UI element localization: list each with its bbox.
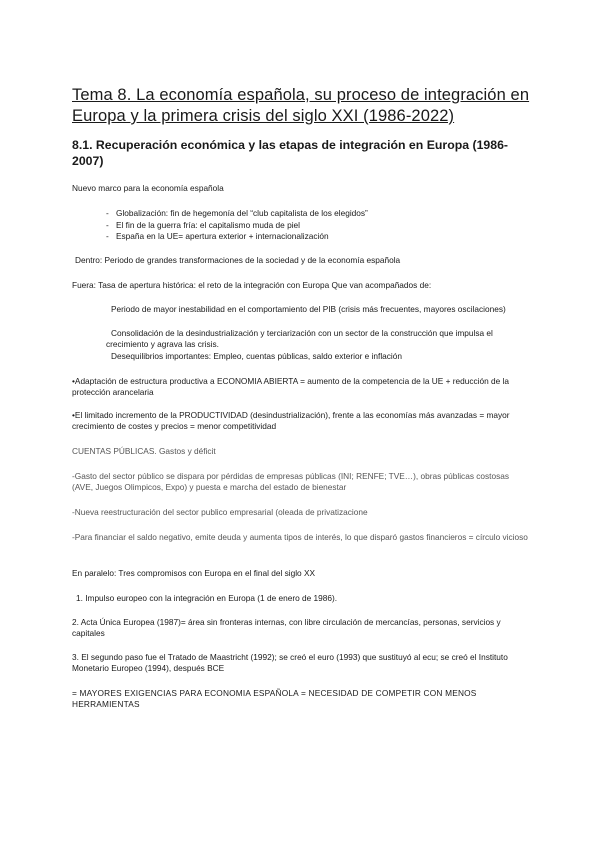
fuera-item: Desequilibrios importantes: Empleo, cuentas públicas, saldo exterior e inflación	[111, 351, 403, 361]
fuera-paragraph: Fuera: Tasa de apertura histórica: el reto de la integración con Europa Que van acompañados de:	[72, 280, 432, 290]
conclusion-paragraph: = MAYORES EXIGENCIAS PARA ECONOMIA ESPAÑOLA = NECESIDAD DE COMPETIR CON MENOS HERRAMIENTAS	[72, 688, 477, 710]
dentro-paragraph: Dentro: Periodo de grandes transformaciones de la sociedad y de la economía española	[75, 255, 401, 265]
bullet-item: - España en la UE= apertura exterior + internacionalización	[106, 231, 329, 241]
dash-icon: -	[106, 220, 109, 230]
adaptacion-paragraph: •Adaptación de estructura productiva a ECONOMIA ABIERTA = aumento de la competencia de la UE + reducción de la protección arancelaria	[72, 376, 510, 398]
dash-icon: -	[106, 208, 109, 218]
fuera-item: Consolidación de la desindustrialización y terciarización con un sector de la construcción que impulsa el crecimiento y agrava las crisis.	[106, 328, 493, 350]
bullet-item: - El fin de la guerra fría: el capitalismo muda de piel	[106, 220, 301, 230]
productividad-paragraph: •El limitado incremento de la PRODUCTIVIDAD (desindustrialización), frente a las economías más avanzadas = mayor crecimiento de costes y precios = menor competitividad	[72, 410, 510, 432]
fuera-item: Periodo de mayor inestabilidad en el comportamiento del PIB (crisis más frecuentes, mayores oscilaciones)	[111, 304, 506, 314]
nueva-paragraph: -Nueva reestructuración del sector publico empresarial (oleada de privatizacione	[72, 507, 368, 517]
gasto-paragraph: -Gasto del sector público se dispara por pérdidas de empresas públicas (INI; RENFE; TVE…), obras públicas costosas (AVE, Juegos Olimpicos, Expo) y puesta e marcha del estado de bienestar	[72, 471, 510, 493]
cuentas-heading: CUENTAS PÚBLICAS. Gastos y déficit	[72, 446, 216, 456]
compromiso-2: 2. Acta Única Europea (1987)= área sin fronteras internas, con libre circulación de mercancías, personas, servicios y capitales	[72, 617, 501, 639]
compromiso-3: 3. El segundo paso fue el Tratado de Maastricht (1992); se creó el euro (1993) que sustituyó al ecu; se creó el Instituto Monetario Europeo (1994), después BCE	[72, 652, 508, 674]
dash-icon: -	[106, 231, 109, 241]
para-paragraph: -Para financiar el saldo negativo, emite deuda y aumenta tipos de interés, lo que disparó gastos financieros = círculo vicioso	[72, 532, 528, 542]
compromiso-1: 1. Impulso europeo con la integración en Europa (1 de enero de 1986).	[76, 593, 338, 603]
paralelo-paragraph: En paralelo: Tres compromisos con Europa en el final del siglo XX	[72, 568, 316, 578]
section-heading: 8.1. Recuperación económica y las etapas de integración en Europa (1986-2007)	[72, 138, 509, 168]
document-title: Tema 8. La economía española, su proceso de integración en Europa y la primera crisis del siglo XXI (1986-2022)	[72, 86, 530, 125]
intro-paragraph: Nuevo marco para la economía española	[72, 183, 224, 193]
bullet-item: - Globalización: fin de hegemonía del “club capitalista de los elegidos”	[106, 208, 368, 218]
